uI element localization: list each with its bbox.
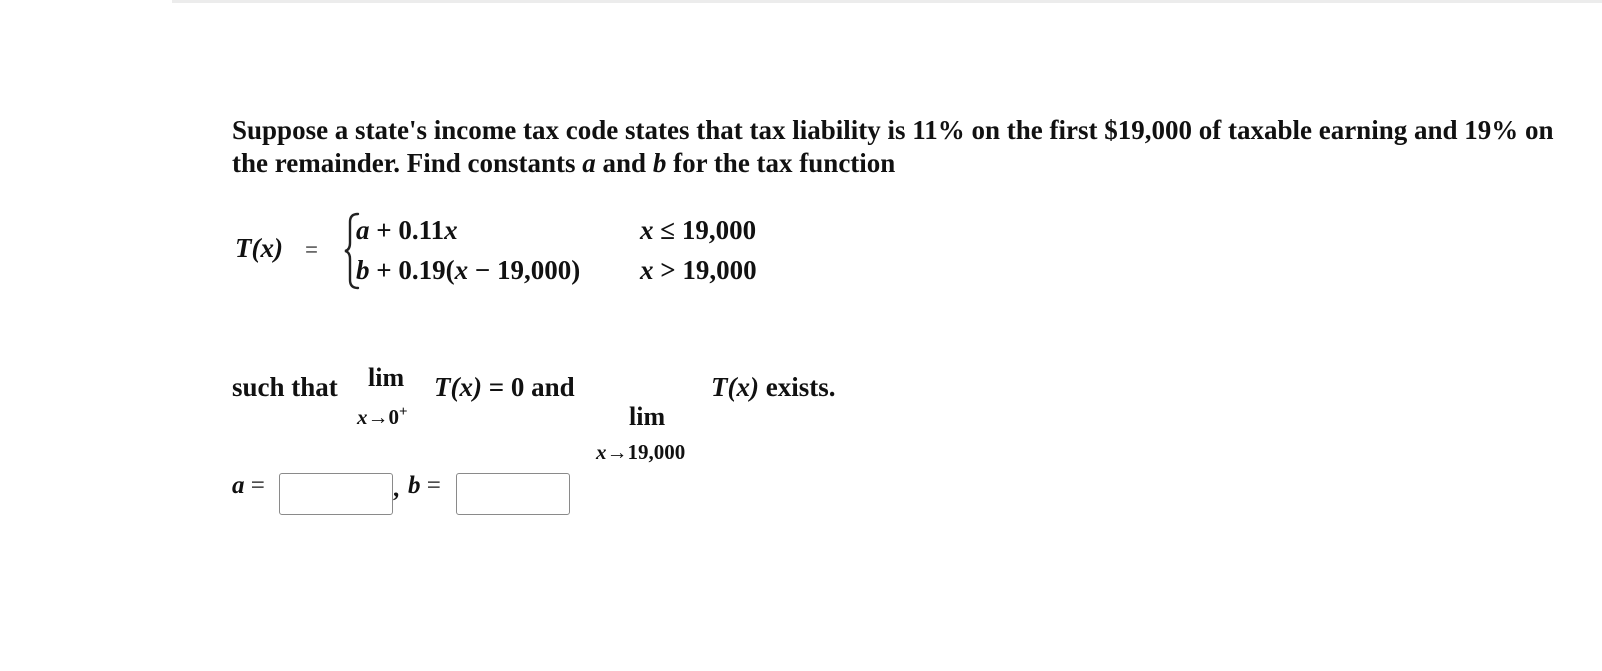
answer-b-input[interactable] — [456, 473, 570, 515]
case2-expression: b + 0.19(x − 19,000) — [356, 255, 581, 285]
lim1-subscript: x→0+ — [357, 404, 408, 429]
answer-comma: , — [393, 475, 400, 502]
lim1-word: lim — [368, 363, 405, 392]
lim2-expression: T(x) exists. — [711, 372, 836, 402]
lim2-word: lim — [629, 402, 666, 431]
top-divider — [172, 0, 1602, 3]
problem-text-part2: for the tax function — [666, 148, 896, 178]
such-that-label: such that — [232, 372, 338, 402]
answer-b-label: b = — [408, 472, 441, 499]
answer-a-label: a = — [232, 472, 265, 499]
problem-var-b: b — [652, 148, 667, 178]
problem-text-part1: Suppose a state's income tax code states that tax liability is 11% on the first $19,000 of taxable earning and 19% on the remainder. Find constants — [232, 115, 1554, 178]
problem-var-a: a — [582, 148, 596, 178]
lim2-subscript: x→19,000 — [596, 440, 686, 464]
case2-condition: x > 19,000 — [640, 255, 757, 285]
problem-statement — [232, 114, 1572, 180]
answer-a-input[interactable] — [279, 473, 393, 515]
function-lhs: T(x) — [235, 233, 283, 263]
function-equals: = — [305, 237, 318, 262]
case1-condition: x ≤ 19,000 — [640, 215, 757, 245]
lim1-expression: T(x) = 0 and — [434, 372, 575, 402]
problem-text-and: and — [595, 148, 653, 178]
case1-expression: a + 0.11x — [356, 215, 458, 245]
